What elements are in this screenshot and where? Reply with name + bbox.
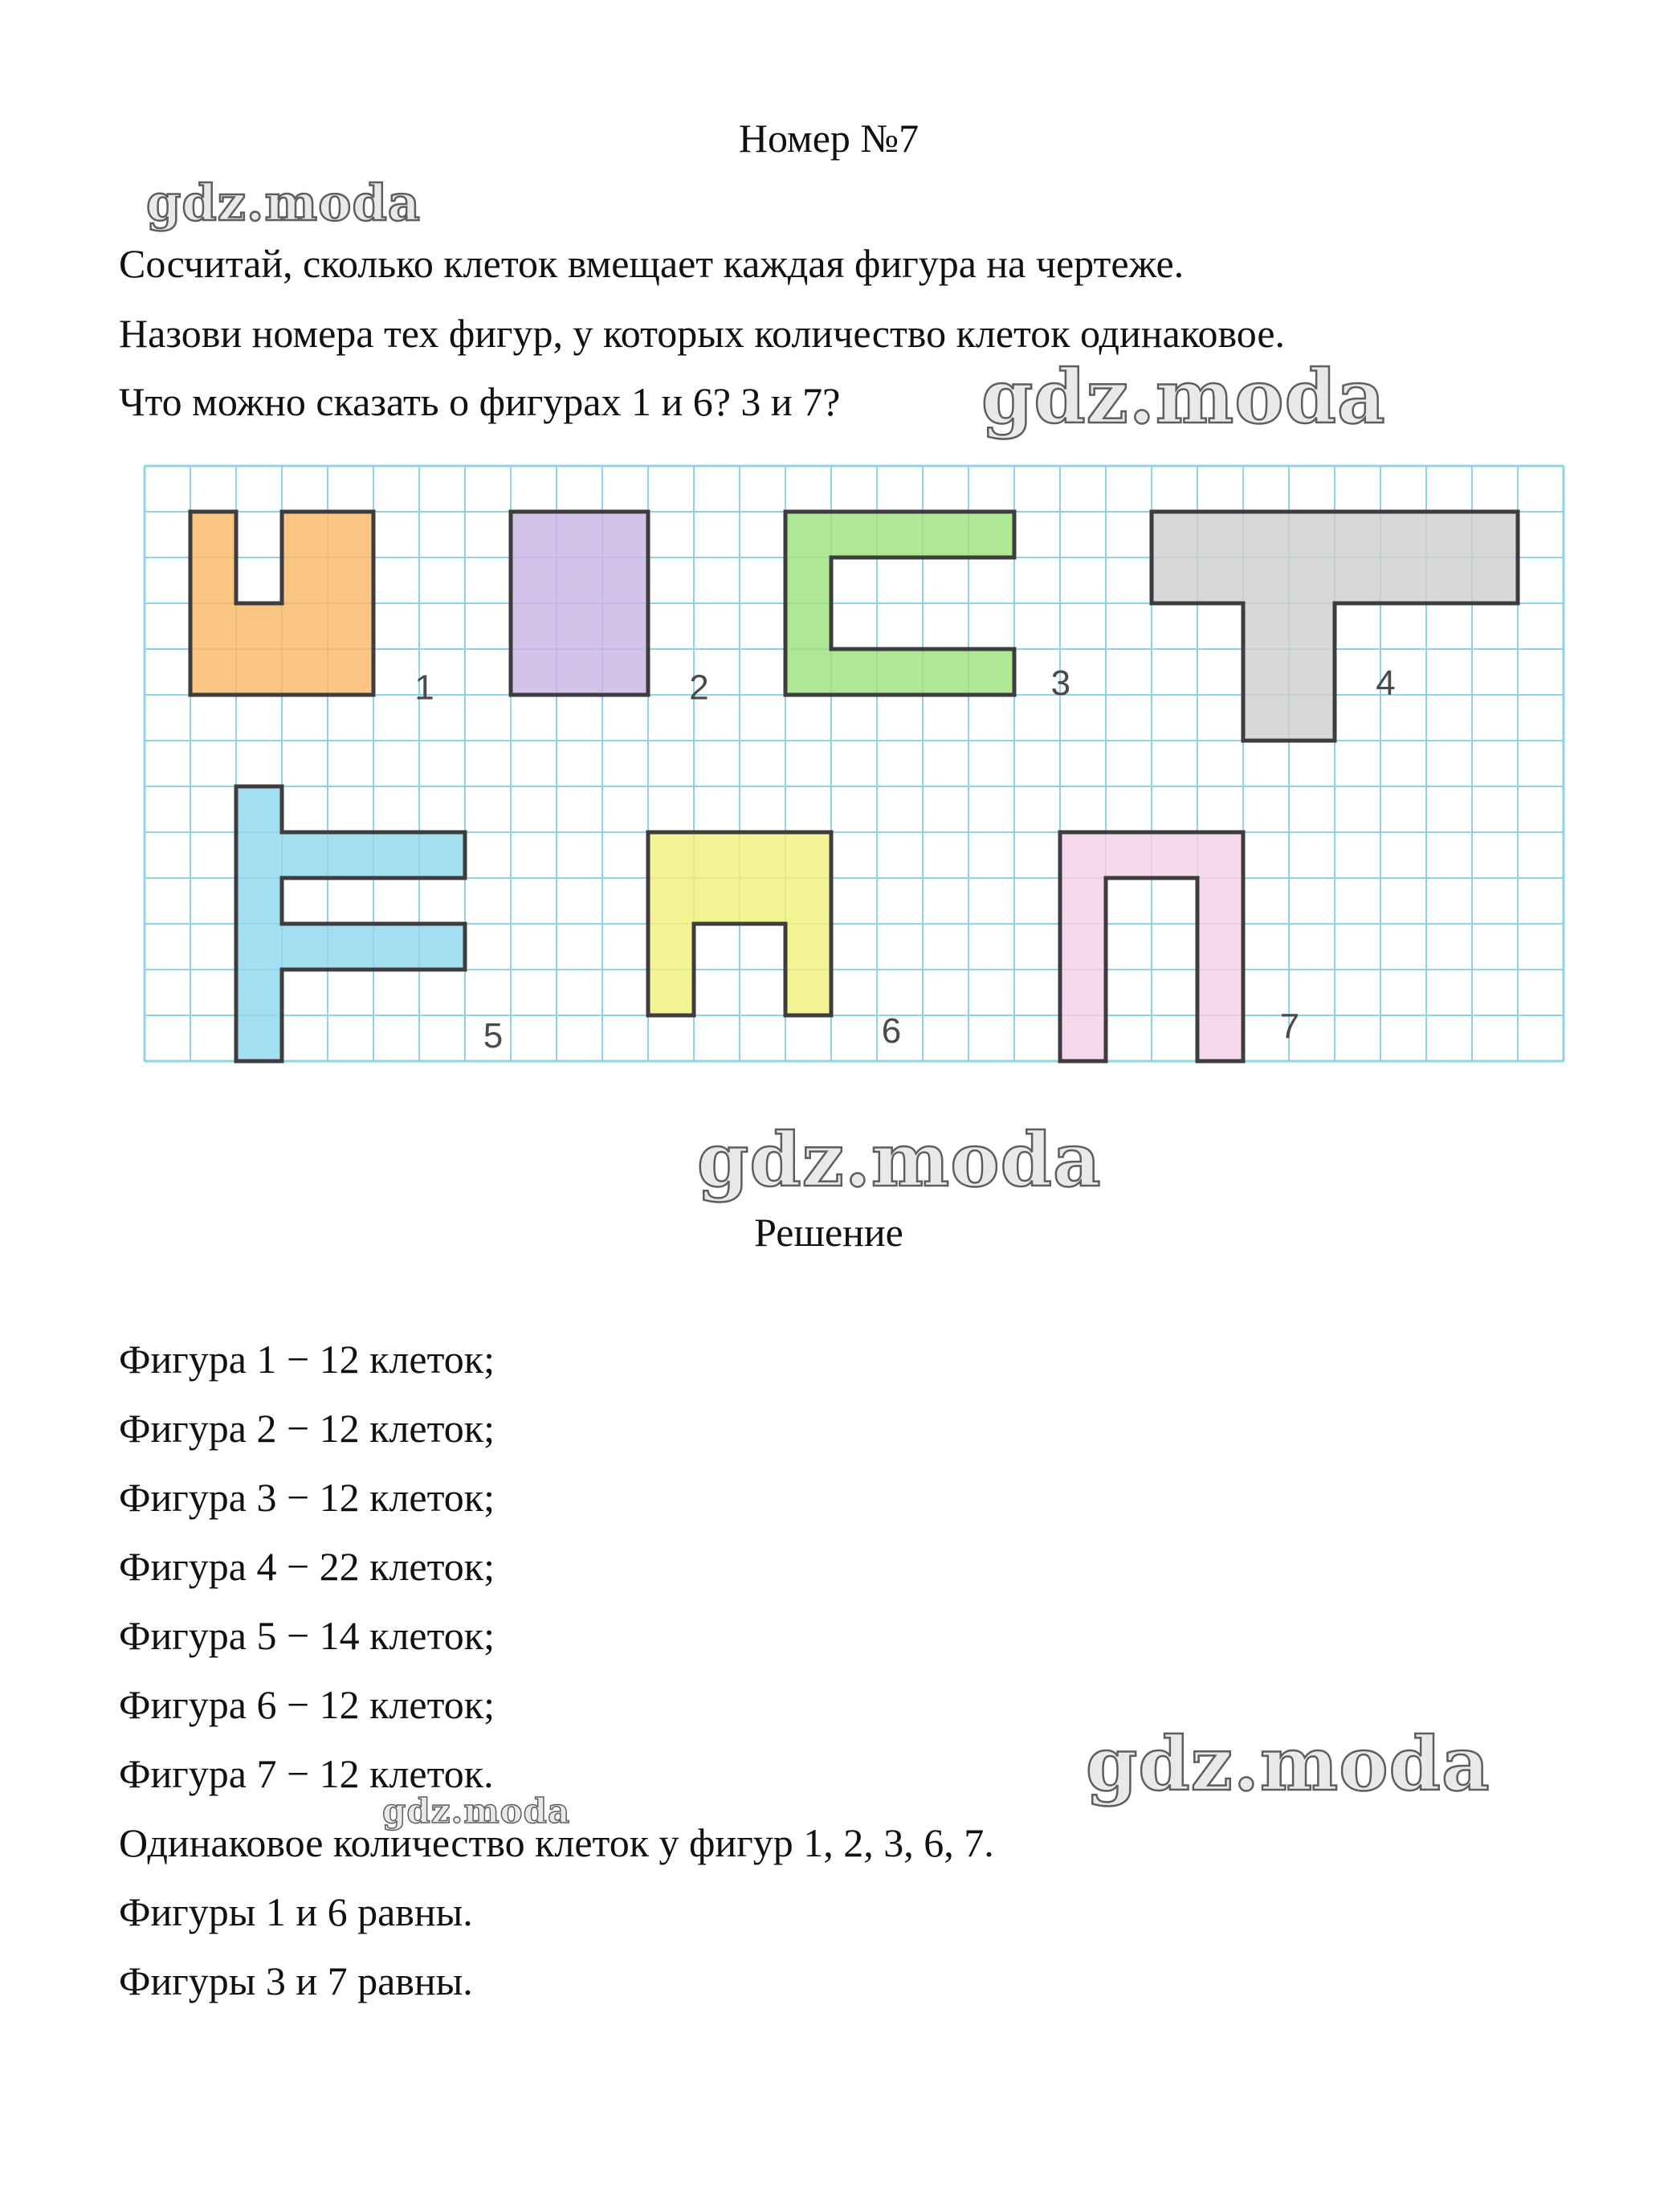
solution-title: Решение — [754, 1210, 903, 1255]
answer-line-8: Одинаковое количество клеток у фигур 1, 2, 3, 6, 7. — [119, 1820, 994, 1865]
task-line-3: Что можно сказать о фигурах 1 и 6? 3 и 7? — [119, 379, 841, 424]
answer-line-5: Фигура 5 − 14 клеток; — [119, 1613, 495, 1658]
task-line-2: Назови номера тех фигур, у которых количество клеток одинаковое. — [119, 311, 1286, 356]
figure-label-5: 5 — [483, 1015, 504, 1056]
figure-label-6: 6 — [881, 1011, 902, 1051]
answer-line-4: Фигура 4 − 22 клеток; — [119, 1544, 495, 1589]
task-line-1: Сосчитай, сколько клеток вмещает каждая фигура на чертеже. — [119, 241, 1185, 286]
answer-line-7: Фигура 7 − 12 клеток. — [119, 1751, 494, 1796]
watermark: gdz.moda — [697, 1117, 1102, 1203]
figure-4 — [1152, 512, 1518, 741]
watermark: gdz.moda — [382, 1791, 571, 1831]
figure-1 — [190, 512, 373, 695]
watermark: gdz.moda — [1086, 1721, 1490, 1807]
answer-line-9: Фигуры 1 и 6 равны. — [119, 1889, 473, 1934]
figure-label-4: 4 — [1376, 664, 1396, 703]
answer-line-3: Фигура 3 − 12 клеток; — [119, 1475, 495, 1520]
figure-label-7: 7 — [1279, 1007, 1300, 1047]
figure-label-2: 2 — [689, 668, 709, 708]
grid-figure — [138, 459, 1601, 1118]
figure-label-3: 3 — [1050, 664, 1071, 703]
watermark: gdz.moda — [146, 174, 421, 232]
watermark: gdz.moda — [981, 353, 1386, 440]
answer-line-10: Фигуры 3 и 7 равны. — [119, 1958, 473, 2003]
answer-line-2: Фигура 2 − 12 клеток; — [119, 1406, 495, 1451]
answer-line-6: Фигура 6 − 12 клеток; — [119, 1682, 495, 1727]
answer-line-1: Фигура 1 − 12 клеток; — [119, 1337, 495, 1382]
figure-2 — [511, 512, 648, 695]
page-title: Номер №7 — [738, 116, 920, 161]
figure-label-1: 1 — [414, 668, 434, 708]
figure-5 — [236, 786, 465, 1061]
